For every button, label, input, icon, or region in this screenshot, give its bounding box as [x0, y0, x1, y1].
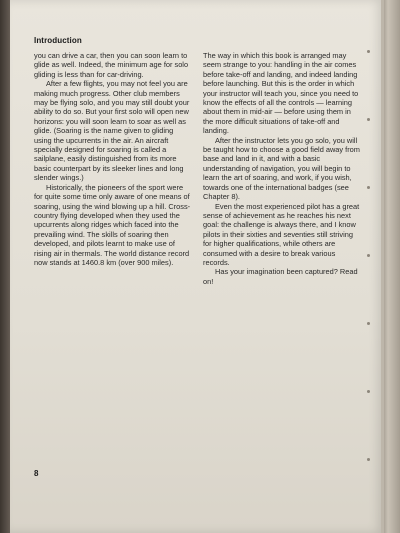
binding-hole — [367, 118, 370, 121]
page-edge — [381, 0, 384, 533]
binding-hole — [367, 50, 370, 53]
paragraph: Even the most experienced pilot has a great sense of achievement as he reaches his next goal: the challenge is always there, and I know pilots in their sixties and seventies still striving for higher qualifications, while others are consumed with a desire to break various records. — [203, 201, 360, 267]
binding-hole — [367, 458, 370, 461]
paragraph: you can drive a car, then you can soon learn to glide as well. Indeed, the minimum age for solo gliding is less than for car-driving. — [34, 51, 189, 79]
binding-hole — [367, 390, 370, 393]
book-page — [10, 0, 384, 533]
paragraph: Has your imagination been captured? Read on! — [203, 267, 358, 286]
paragraph: Historically, the pioneers of the sport were for quite some time only aware of one means of soaring, using the wind blowing up a hill. Cross-country flying developed when they used the upcurrents along ridges which faced into the prevailing wind. The skills of soaring then developed, and pilots learnt to make use of rising air in thermals. The world distance record now stands at 1460.8 km (over 900 miles). — [34, 182, 191, 267]
right-column — [203, 51, 360, 286]
binding-hole — [367, 322, 370, 325]
paragraph: After a few flights, you may not feel you are making much progress. Other club members may be flying solo, and you may still doubt your ability to do so. But your first solo will open new horizons: you will soon learn to soar as well as glide. (Soaring is the name given to gliding using the upcurrents in the air. An aircraft specially designed for soaring is called a sailplane, easily distinguished from its more basic counterpart by its sleeker lines and long slender wings.) — [34, 79, 190, 183]
section-title: Introduction — [34, 36, 82, 45]
binding-hole — [367, 254, 370, 257]
binding-hole — [367, 186, 370, 189]
paragraph: After the instructor lets you go solo, you will be taught how to choose a good field away from base and land in it, and with a basic understanding of navigation, you will begin to learn the art of soaring, and work, if you wish, towards one of the international badges (see Chapter 8). — [203, 135, 360, 202]
page-number: 8 — [34, 469, 39, 478]
paragraph: The way in which this book is arranged may seem strange to you: handling in the air comes before take-off and landing, and indeed landing before launching. But this is the order in which your instructor will teach you, since you need to know the effects of all the controls — learning about them in mid-air — before using them in the more difficult situations of take-off and landing. — [203, 51, 359, 136]
left-column — [34, 51, 191, 267]
